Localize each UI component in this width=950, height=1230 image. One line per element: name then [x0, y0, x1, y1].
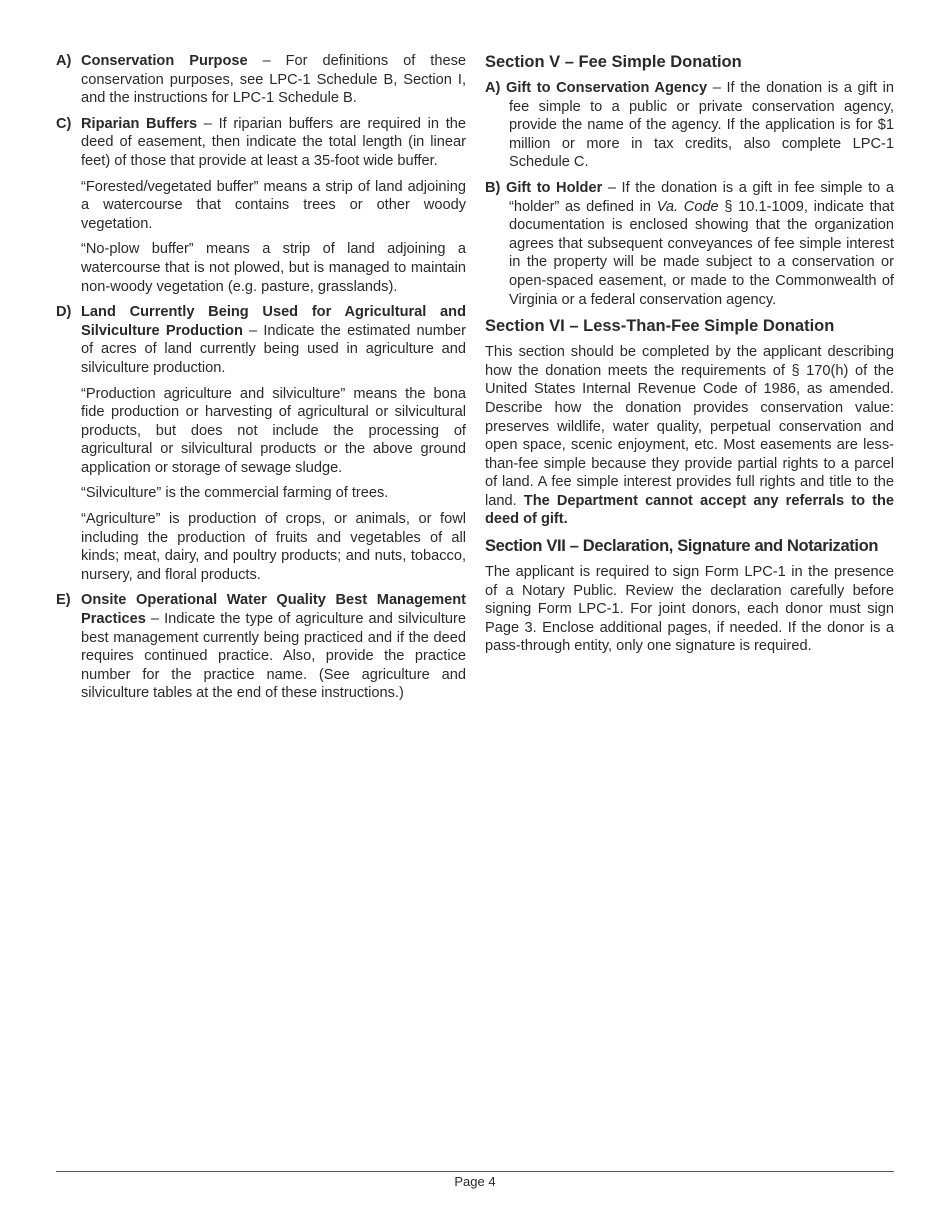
item-term: Onsite Operational Water Quality Best Management Practices — [81, 592, 466, 628]
item-text: – If the donation is a gift in fee simple to a public or private conservation agency, provide the name of the agency. If the application is for $1 million or more in tax credits, also complete LPC-1 Schedule C. — [509, 80, 894, 171]
gift-to-holder — [485, 179, 894, 309]
item-text: – Indicate the estimated number of acres of land currently being used in agriculture and silviculture production. — [81, 322, 466, 376]
item-term: Riparian Buffers — [81, 115, 198, 132]
right-column — [485, 52, 894, 663]
item-text: – For definitions of these conservation purposes, see LPC-1 Schedule B, Section I, and the instructions for LPC-1 Schedule B. — [81, 53, 466, 107]
section-7-heading: Section VII – Declaration, Signature and Notarization — [485, 537, 879, 556]
item-paragraph — [81, 52, 466, 108]
item-riparian-buffers — [56, 115, 466, 296]
item-term: Conservation Purpose — [81, 53, 248, 69]
item-water-quality-bmp — [56, 591, 466, 703]
item-letter: A) — [56, 53, 72, 69]
item-letter: E) — [56, 592, 71, 609]
section-6-bold-note: The Department cannot accept any referrals to the deed of gift. — [485, 492, 894, 528]
item-term: A) Gift to Conservation Agency — [485, 80, 708, 96]
definition-forested-buffer: “Forested/vegetated buffer” means a strip of land adjoining a watercourse that contains trees or other woody vegetation. — [81, 178, 466, 232]
item-text: – Indicate the type of agriculture and silviculture best management currently being practiced and if the deed requires continued practice. Also, provide the practice number for the practice name. (See agriculture and silviculture tables at the end of these instructions.) — [81, 611, 466, 702]
item-land-agricultural-use — [56, 303, 466, 584]
definition-agriculture: “Agriculture” is production of crops, or animals, or fowl including the production of fruits and vegetables of all kinds; meat, dairy, and poultry products; and nuts, tobacco, nursery, and floral products. — [81, 511, 466, 583]
gift-to-conservation-agency — [485, 79, 894, 172]
page-number: Page 4 — [454, 1174, 496, 1189]
item-paragraph — [81, 115, 466, 171]
italic-citation: Va. Code — [656, 198, 719, 215]
section-6-text — [485, 343, 894, 529]
footer-divider — [56, 1171, 894, 1172]
item-letter: C) — [56, 115, 72, 132]
definition-silviculture: “Silviculture” is the commercial farming of trees. — [81, 485, 389, 502]
item-text: – If the donation is a gift in fee simple to a “holder” as defined in — [509, 179, 894, 215]
item-text-continued: § 10.1-1009, indicate that documentation is enclosed showing that the organization agrees that subsequent conveyances of fee simple interest in the property will be made subject to a conservation or open-spaced easement, or made to the Commonwealth of Virginia or a federal conservation agency. — [509, 198, 894, 308]
item-term: B) Gift to Holder — [485, 179, 603, 196]
definition-no-plow-buffer: “No-plow buffer” means a strip of land adjoining a watercourse that is not plowed, but is managed to maintain non-woody vegetation (e.g. pasture, grasslands). — [81, 241, 466, 295]
section-6-heading: Section VI – Less-Than-Fee Simple Donation — [485, 317, 835, 336]
item-term: Land Currently Being Used for Agricultural and Silviculture Production — [81, 304, 466, 339]
item-paragraph — [81, 591, 466, 703]
section-7-text: The applicant is required to sign Form LPC-1 in the presence of a Notary Public. Review the declaration carefully before signing Form LPC-1. For joint donors, each donor must sign Page 3. Enclose additional pages, if needed. If the donor is a pass-through entity, only one signature is required. — [485, 564, 894, 655]
item-text: – If riparian buffers are required in the deed of easement, then indicate the total length (in linear feet) of those that provide at least a 35-foot wide buffer. — [81, 115, 466, 169]
item-letter: D) — [56, 304, 72, 321]
definition-production-agriculture: “Production agriculture and silviculture” means the bona fide production or harvesting of agricultural or silvicultural products, but does not include the processing of agricultural or silvicultural products or the above ground application or storage of sewage sludge. — [81, 385, 466, 476]
left-column — [56, 52, 466, 710]
item-conservation-purpose — [56, 52, 466, 108]
item-paragraph — [81, 303, 466, 377]
section-5-heading: Section V – Fee Simple Donation — [485, 53, 742, 71]
section-6-body: This section should be completed by the applicant describing how the donation meets the requirements of § 170(h) of the United States Internal Revenue Code of 1986, as amended. Describe how the donation provides conservation value: preserves wildlife, water quality, perpetual conservation and open space, scenic enjoyment, etc. Most easements are less-than-fee simple because they provide partial rights to a parcel of land. A fee simple interest provides full rights and title to the land. — [485, 344, 894, 509]
